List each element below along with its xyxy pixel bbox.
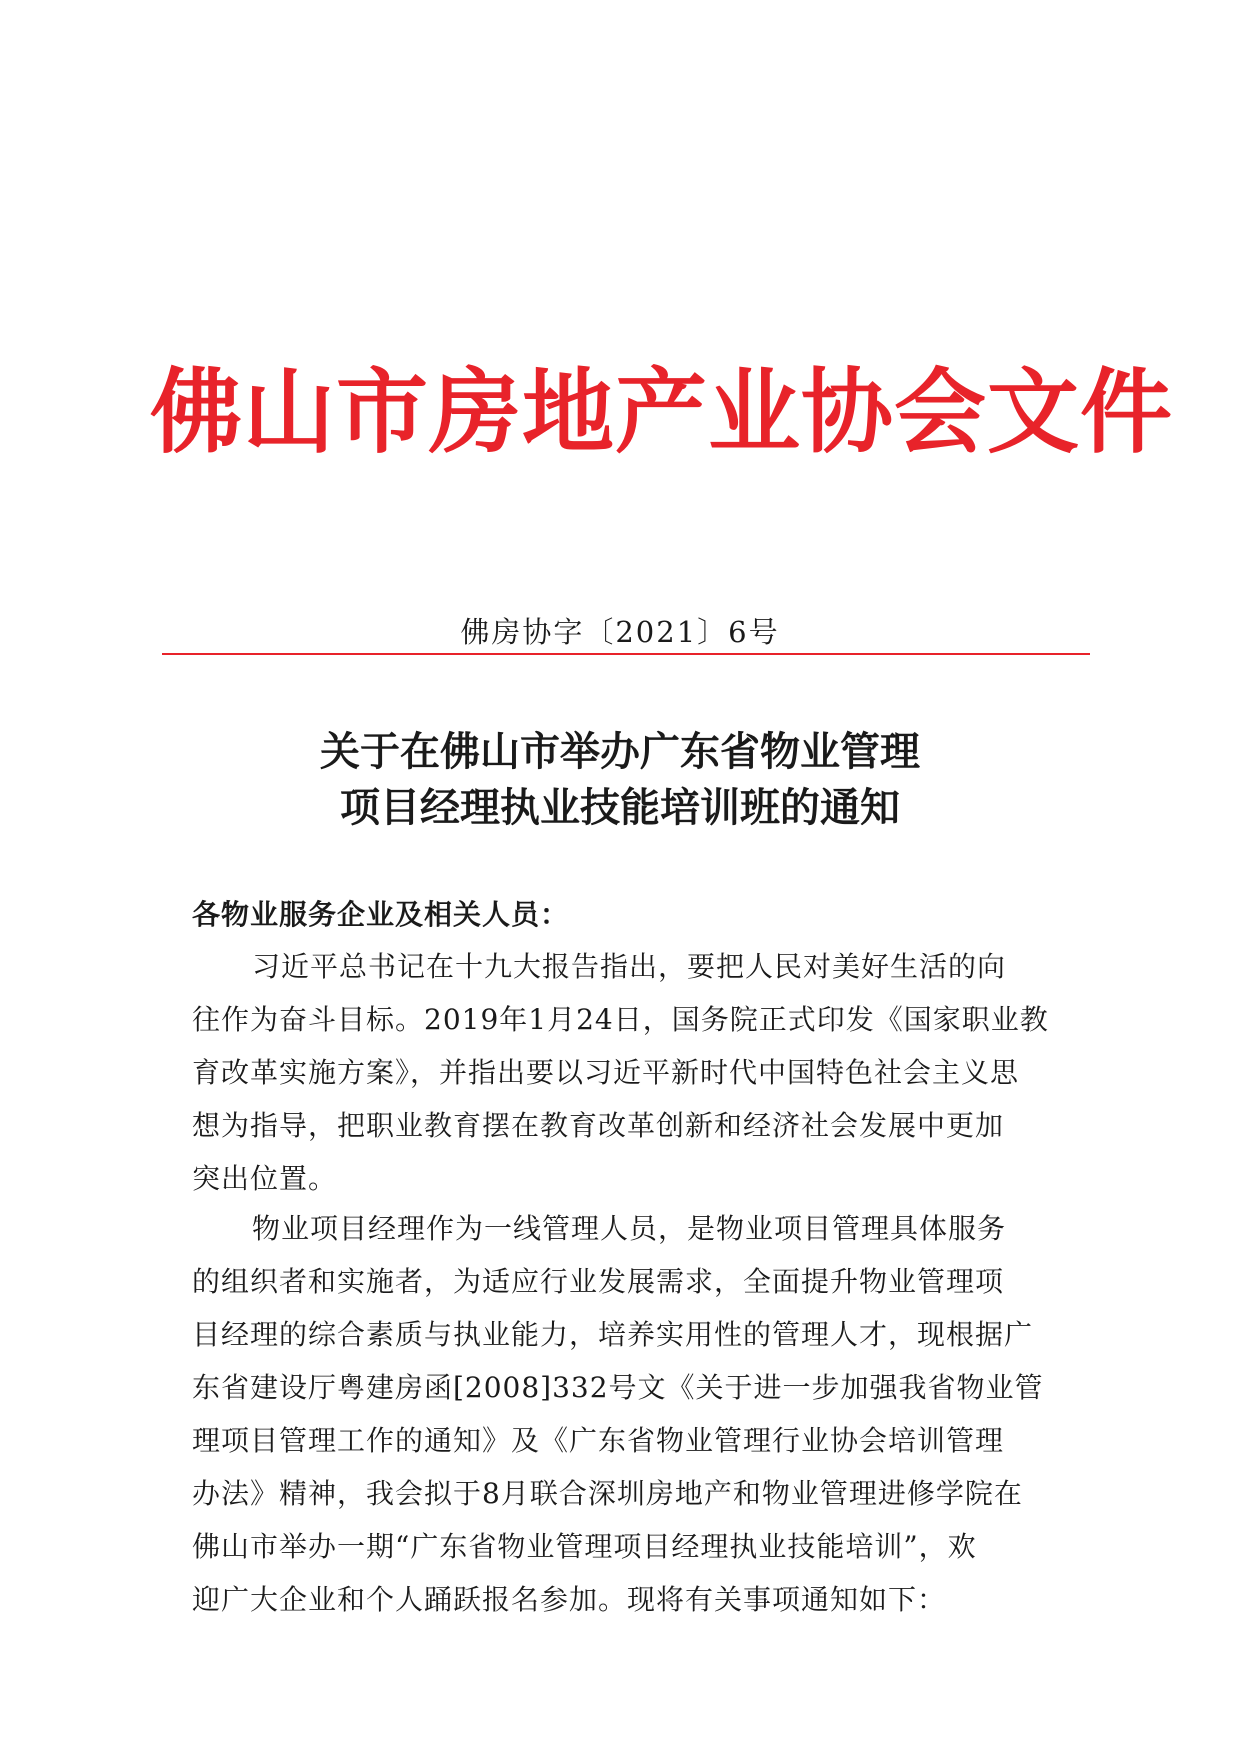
paragraph-2-line: 迎广大企业和个人踊跃报名参加。现将有关事项通知如下： <box>192 1583 947 1616</box>
paragraph-2-line: 物业项目经理作为一线管理人员，是物业项目管理具体服务 <box>252 1212 1007 1245</box>
paragraph-2-line: 目经理的综合素质与执业能力，培养实用性的管理人才，现根据广 <box>192 1318 1034 1351</box>
issuing-organization-header: 佛山市房地产业协会文件 <box>150 358 1174 466</box>
salutation: 各物业服务企业及相关人员： <box>192 898 570 931</box>
notice-title-line-1: 关于在佛山市举办广东省物业管理 <box>320 729 920 775</box>
paragraph-1-line: 育改革实施方案》，并指出要以习近平新时代中国特色社会主义思 <box>192 1056 1020 1089</box>
notice-title <box>160 724 1080 836</box>
paragraph-1-line: 突出位置。 <box>192 1162 338 1195</box>
paragraph-1-line: 往作为奋斗目标。2019年1月24日，国务院正式印发《国家职业教 <box>192 1003 1049 1036</box>
paragraph-2-line: 理项目管理工作的通知》及《广东省物业管理行业协会培训管理 <box>192 1424 1005 1457</box>
paragraph-1-line: 习近平总书记在十九大报告指出，要把人民对美好生活的向 <box>252 950 1007 983</box>
paragraph-2 <box>192 1202 1082 1626</box>
paragraph-1-line: 想为指导，把职业教育摆在教育改革创新和经济社会发展中更加 <box>192 1109 1005 1142</box>
paragraph-2-line: 的组织者和实施者，为适应行业发展需求，全面提升物业管理项 <box>192 1265 1005 1298</box>
paragraph-2-line: 佛山市举办一期“广东省物业管理项目经理执业技能培训”，欢 <box>192 1530 977 1563</box>
notice-title-line-2: 项目经理执业技能培训班的通知 <box>340 785 900 831</box>
paragraph-1 <box>192 940 1082 1205</box>
red-separator-rule <box>162 653 1090 655</box>
paragraph-2-line: 东省建设厅粤建房函[2008]332号文《关于进一步加强我省物业管 <box>192 1371 1044 1404</box>
document-number: 佛房协字〔2021〕6号 <box>460 615 780 649</box>
paragraph-2-line: 办法》精神，我会拟于8月联合深圳房地产和物业管理进修学院在 <box>192 1477 1023 1510</box>
